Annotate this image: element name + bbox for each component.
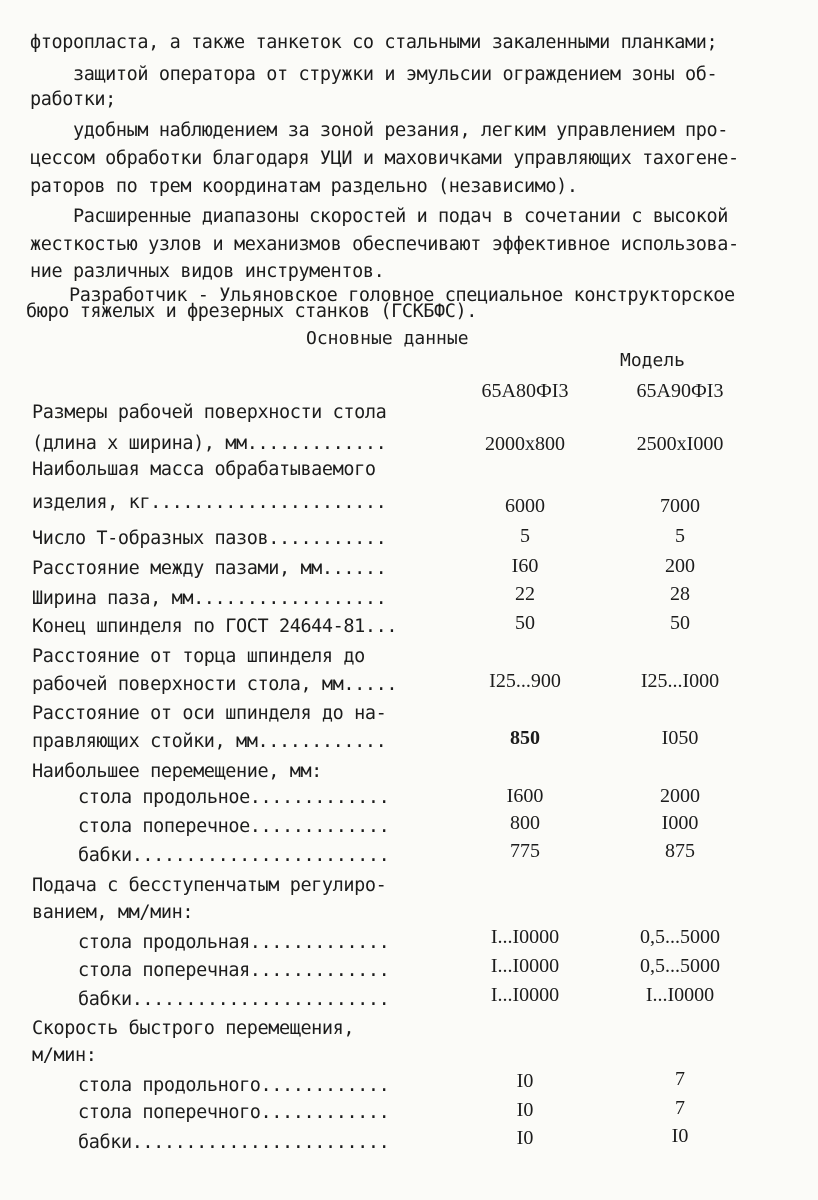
spec-value-2: 5: [675, 525, 685, 547]
spec-label: Подача с бесступенчатым регулиро-: [32, 875, 387, 896]
spec-value-1: 5: [520, 525, 530, 547]
intro-line: Расширенные диапазоны скоростей и подач в сочетании с высокой: [30, 206, 728, 227]
spec-value-2: 200: [665, 555, 695, 577]
spec-label: (длина x ширина), мм.............: [32, 433, 387, 454]
spec-label: Ширина паза, мм..................: [32, 588, 387, 609]
table-title: Основные данные: [306, 328, 469, 349]
spec-value-1: I0: [516, 1070, 534, 1092]
spec-label: Размеры рабочей поверхности стола: [32, 402, 387, 423]
spec-value-1: I60: [511, 555, 539, 577]
spec-label: ванием, мм/мин:: [32, 902, 194, 923]
spec-value-2: 7000: [660, 495, 700, 517]
model-name-1: 65А80ФI3: [481, 380, 569, 402]
spec-value-1: 6000: [505, 495, 545, 517]
spec-label: стола продольное.............: [78, 787, 390, 808]
spec-value-1: 50: [515, 612, 535, 634]
spec-value-1: I...I0000: [490, 955, 560, 977]
intro-line: защитой оператора от стружки и эмульсии ограждением зоны об-: [30, 64, 718, 85]
spec-value-2: I050: [661, 727, 699, 749]
spec-value-2: 7: [675, 1068, 685, 1090]
model-label: Модель: [620, 350, 686, 371]
spec-label: правляющих стойки, мм............: [32, 731, 387, 752]
intro-line: раторов по трем координатам раздельно (независимо).: [30, 176, 578, 197]
spec-label: Наибольшее перемещение, мм:: [32, 761, 322, 782]
spec-value-2: 2000: [660, 785, 700, 807]
spec-value-1: I25...900: [489, 670, 561, 692]
spec-value-1: I600: [506, 785, 544, 807]
intro-line: цессом обработки благодаря УЦИ и маховичками управляющих тахогене-: [30, 148, 739, 169]
intro-line: ние различных видов инструментов.: [30, 261, 385, 282]
developer-line: Разработчик - Ульяновское головное специальное конструкторское: [26, 285, 735, 306]
spec-value-2: 50: [670, 612, 690, 634]
spec-value-2: I25...I000: [640, 670, 720, 692]
spec-label: бабки........................: [78, 845, 390, 866]
spec-label: Расстояние между пазами, мм......: [32, 558, 387, 579]
spec-label: Число Т-образных пазов...........: [32, 528, 387, 549]
spec-value-1: I...I0000: [490, 984, 560, 1006]
spec-value-2: 0,5...5000: [640, 926, 720, 948]
intro-line: удобным наблюдением за зоной резания, легким управлением про-: [30, 120, 728, 141]
intro-line: работки;: [30, 89, 116, 110]
spec-label: Конец шпинделя по ГОСТ 24644-81...: [32, 616, 398, 637]
spec-label: изделия, кг......................: [32, 492, 387, 513]
spec-label: стола поперечного............: [78, 1102, 390, 1123]
spec-label: стола поперечное.............: [78, 816, 390, 837]
spec-value-2: 2500xI000: [636, 433, 724, 455]
spec-value-2: I000: [661, 812, 699, 834]
spec-value-2: I...I0000: [645, 984, 715, 1006]
spec-label: стола продольная.............: [78, 932, 390, 953]
spec-value-2: 28: [670, 583, 690, 605]
spec-value-1: I...I0000: [490, 926, 560, 948]
model-name-2: 65А90ФI3: [636, 380, 724, 402]
spec-label: стола продольного............: [78, 1075, 390, 1096]
developer-line: бюро тяжелых и фрезерных станков (ГСКБФС).: [26, 301, 477, 322]
spec-value-1: 800: [510, 812, 540, 834]
spec-label: бабки........................: [78, 989, 390, 1010]
spec-value-2: 7: [675, 1097, 685, 1119]
spec-value-2: 0,5...5000: [640, 955, 720, 977]
spec-value-1: 2000x800: [485, 433, 565, 455]
spec-label: Скорость быстрого перемещения,: [32, 1018, 355, 1039]
intro-line: жесткостью узлов и механизмов обеспечивают эффективное использова-: [30, 234, 739, 255]
spec-value-2: I0: [671, 1125, 689, 1147]
spec-label: м/мин:: [32, 1045, 97, 1066]
spec-value-2: 875: [665, 840, 695, 862]
spec-label: Наибольшая масса обрабатываемого: [32, 459, 376, 480]
spec-value-1: I0: [516, 1099, 534, 1121]
spec-label: Расстояние от торца шпинделя до: [32, 646, 365, 667]
intro-line: фторопласта, а также танкеток со стальными закаленными планками;: [30, 32, 718, 53]
spec-value-1: 775: [510, 840, 540, 862]
spec-value-1: 22: [515, 583, 535, 605]
spec-label: бабки........................: [78, 1132, 390, 1153]
spec-label: стола поперечная.............: [78, 960, 390, 981]
spec-value-1: I0: [516, 1127, 534, 1149]
spec-label: рабочей поверхности стола, мм.....: [32, 674, 398, 695]
spec-label: Расстояние от оси шпинделя до на-: [32, 703, 387, 724]
spec-value-1: 850: [510, 727, 540, 749]
